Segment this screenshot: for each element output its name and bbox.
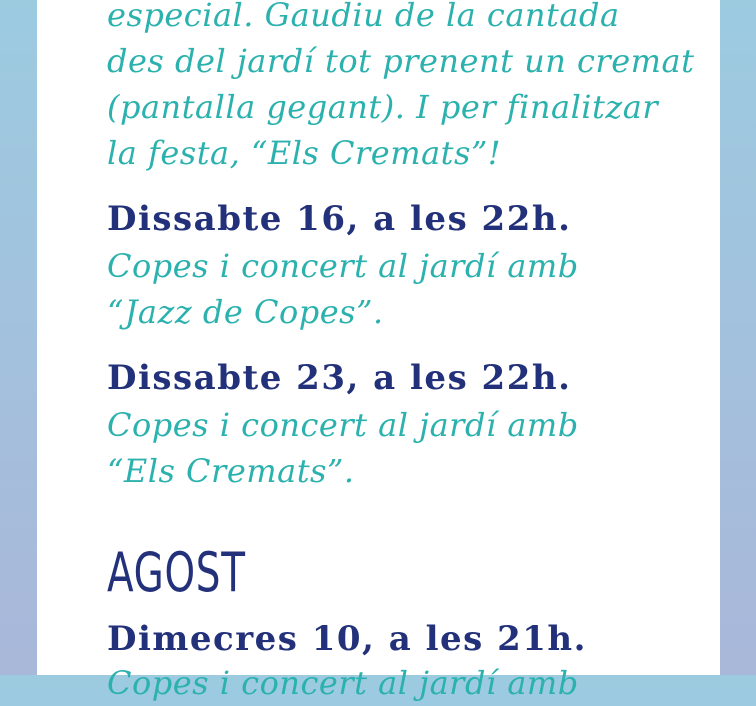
event-description-line: Copes i concert al jardí amb bbox=[107, 406, 579, 444]
event-heading: Dimecres 10, a les 21h. bbox=[107, 619, 587, 659]
event-heading: Dissabte 16, a les 22h. bbox=[107, 199, 572, 239]
event-description-line: “Jazz de Copes”. bbox=[107, 293, 384, 331]
content-panel bbox=[37, 0, 720, 702]
intro-paragraph bbox=[107, 0, 694, 176]
event-description bbox=[107, 402, 579, 494]
intro-line: especial. Gaudiu de la cantada bbox=[107, 0, 620, 34]
event-description-line: Copes i concert al jardí amb bbox=[107, 664, 579, 702]
month-title: AGOST bbox=[107, 541, 246, 604]
intro-line: la festa, “Els Cremats”! bbox=[107, 134, 502, 172]
event-description-line: “Els Cremats”. bbox=[107, 452, 355, 490]
intro-line: (pantalla gegant). I per finalitzar bbox=[107, 88, 659, 126]
event-description bbox=[107, 243, 579, 335]
event-heading: Dissabte 23, a les 22h. bbox=[107, 358, 572, 398]
event-description-line: Copes i concert al jardí amb bbox=[107, 247, 579, 285]
event-description bbox=[107, 660, 579, 706]
intro-line: des del jardí tot prenent un cremat bbox=[107, 42, 695, 80]
